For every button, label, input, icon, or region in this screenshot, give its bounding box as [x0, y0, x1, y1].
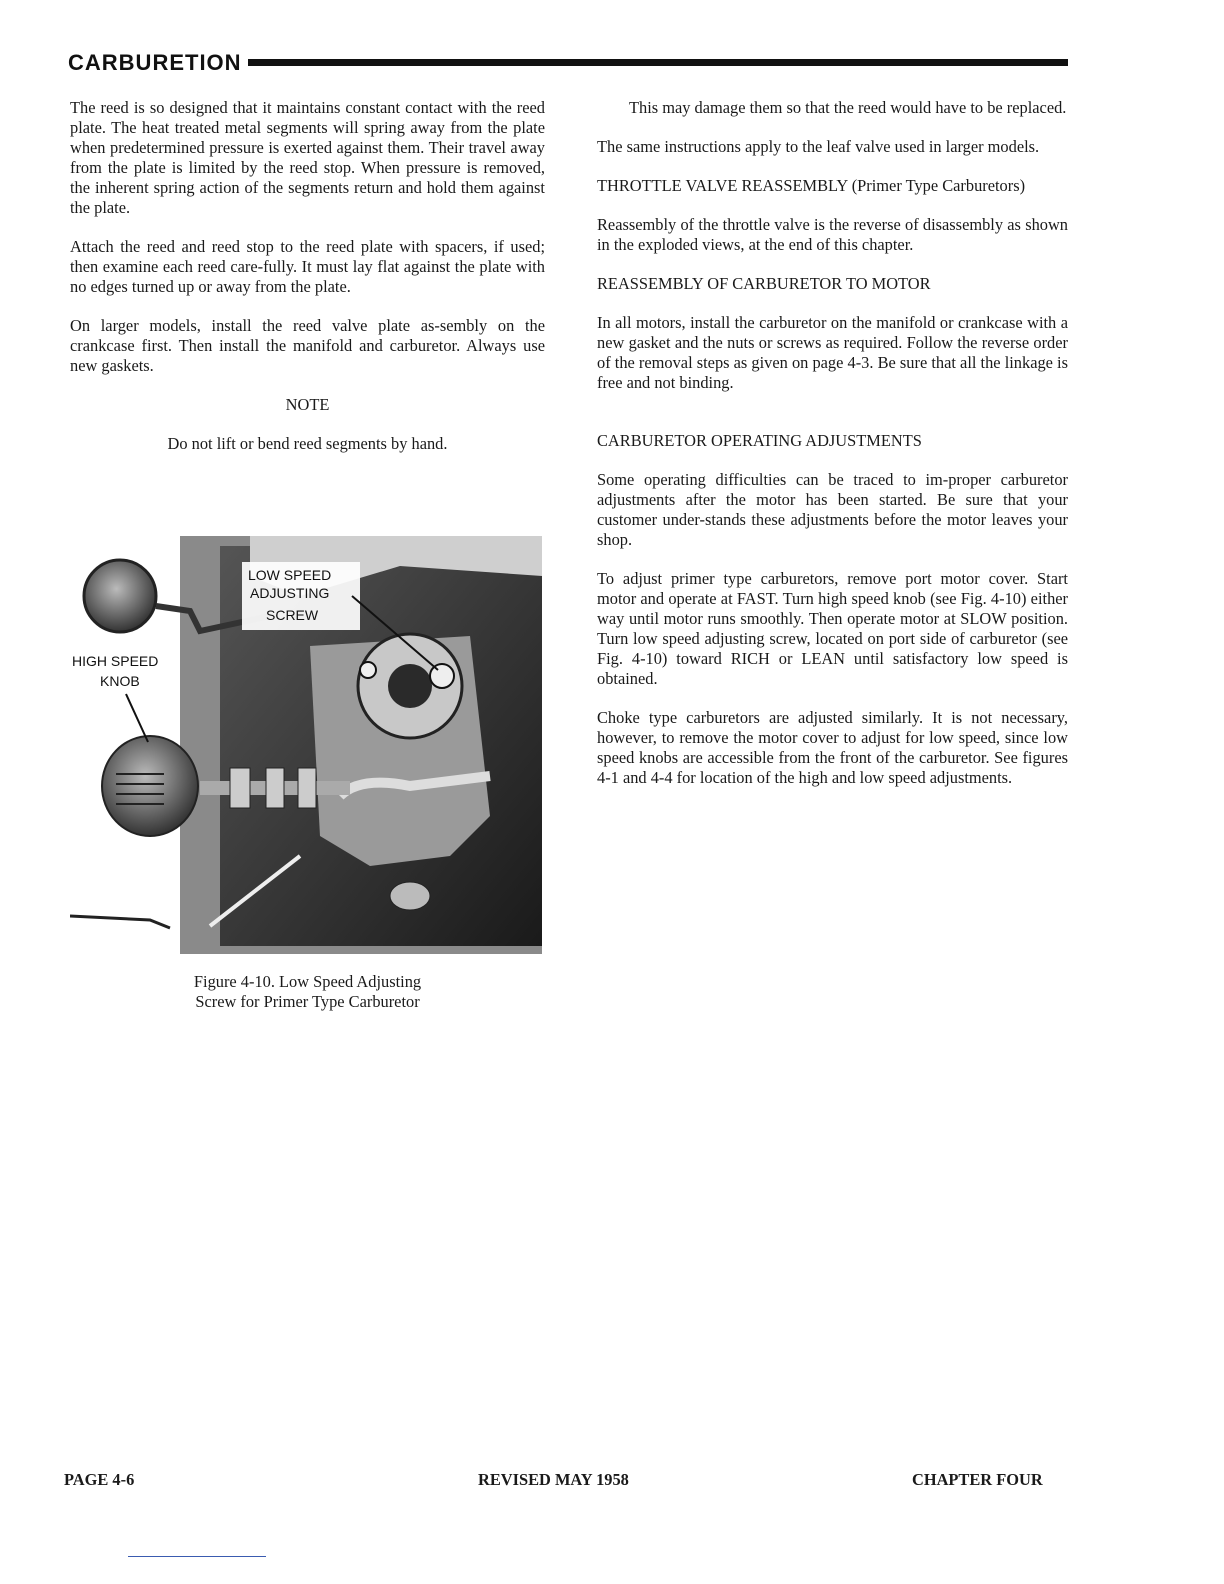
- paragraph: Reassembly of the throttle valve is the reverse of disassembly as shown in the exploded views, at the end of this chapter.: [597, 215, 1068, 254]
- low-speed-label-line3: SCREW: [266, 607, 319, 623]
- paragraph: Choke type carburetors are adjusted similarly. It is not necessary, however, to remove the motor cover to adjust for low speed, since low speed knobs are accessible from the front of the carburetor. See figures 4-1 and 4-4 for location of the high and low speed adjustments.: [597, 708, 1068, 787]
- section-title: CARBURETION: [68, 50, 242, 75]
- paragraph: To adjust primer type carburetors, remove port motor cover. Start motor and operate at FAST. Turn high speed knob (see Fig. 4-10) either way until motor runs smoothly. Then operate motor at SLOW position. Turn low speed adjusting screw, located on port side of carburetor (see Fig. 4-10) toward RICH or LEAN until satisfactory low speed is obtained.: [597, 569, 1068, 688]
- figure-caption: [70, 972, 545, 1012]
- paragraph: This may damage them so that the reed would have to be replaced.: [629, 98, 1067, 117]
- linkage-nut: [266, 768, 284, 808]
- fitting-left: [360, 662, 376, 678]
- carburetor-photo: [70, 536, 542, 954]
- low-speed-screw: [430, 664, 454, 688]
- footer-chapter: CHAPTER FOUR: [912, 1470, 1043, 1489]
- note-title: NOTE: [285, 395, 330, 414]
- high-speed-label-line1: HIGH SPEED: [72, 653, 159, 669]
- high-speed-knob: [102, 736, 198, 836]
- footer-revision: REVISED MAY 1958: [478, 1470, 629, 1489]
- bottom-rule: [128, 1556, 266, 1557]
- section-heading: THROTTLE VALVE REASSEMBLY (Primer Type Carburetors): [597, 176, 1026, 195]
- linkage-nut: [298, 768, 316, 808]
- header-rule: [248, 59, 1068, 66]
- paragraph: Attach the reed and reed stop to the reed plate with spacers, if used; then examine each reed care-fully. It must lay flat against the plate with no edges turned up or away from the plate.: [70, 237, 545, 296]
- control-knob-top: [84, 560, 156, 632]
- low-speed-label-line1: LOW SPEED: [248, 567, 332, 583]
- bowl-drain: [390, 882, 430, 910]
- dial-center: [388, 664, 432, 708]
- caption-line: Screw for Primer Type Carburetor: [195, 992, 420, 1011]
- low-speed-label-line2: ADJUSTING: [250, 585, 330, 601]
- left-column: [70, 98, 545, 473]
- linkage-nut: [230, 768, 250, 808]
- paragraph: The reed is so designed that it maintains constant contact with the reed plate. The heat treated metal segments will spring away from the plate when predetermined pressure is exerted against them. Their travel away from the plate is limited by the reed stop. When pressure is removed, the inherent spring action of the segments return and hold them against the plate.: [70, 98, 545, 217]
- paragraph: In all motors, install the carburetor on the manifold or crankcase with a new gasket and the nuts or screws as required. Follow the reverse order of the removal steps as given on page 4-3. Be sure that all the linkage is free and not binding.: [597, 313, 1068, 392]
- page-header: [68, 48, 1068, 80]
- caption-line: Figure 4-10. Low Speed Adjusting: [193, 972, 422, 991]
- paragraph: On larger models, install the reed valve plate as-sembly on the crankcase first. Then install the manifold and carburetor. Always use new gaskets.: [70, 316, 545, 375]
- footer-page-number: PAGE 4-6: [64, 1470, 135, 1489]
- paragraph: The same instructions apply to the leaf valve used in larger models.: [597, 137, 1040, 156]
- section-heading: CARBURETOR OPERATING ADJUSTMENTS: [597, 431, 922, 450]
- note-text: Do not lift or bend reed segments by hand.: [167, 434, 448, 453]
- section-heading: REASSEMBLY OF CARBURETOR TO MOTOR: [597, 274, 931, 293]
- high-speed-label-line2: KNOB: [100, 673, 140, 689]
- right-column: [597, 98, 1068, 807]
- paragraph: Some operating difficulties can be traced to im-proper carburetor adjustments after the motor has been started. Be sure that your customer under-stands these adjustments before the motor leaves your shop.: [597, 470, 1068, 549]
